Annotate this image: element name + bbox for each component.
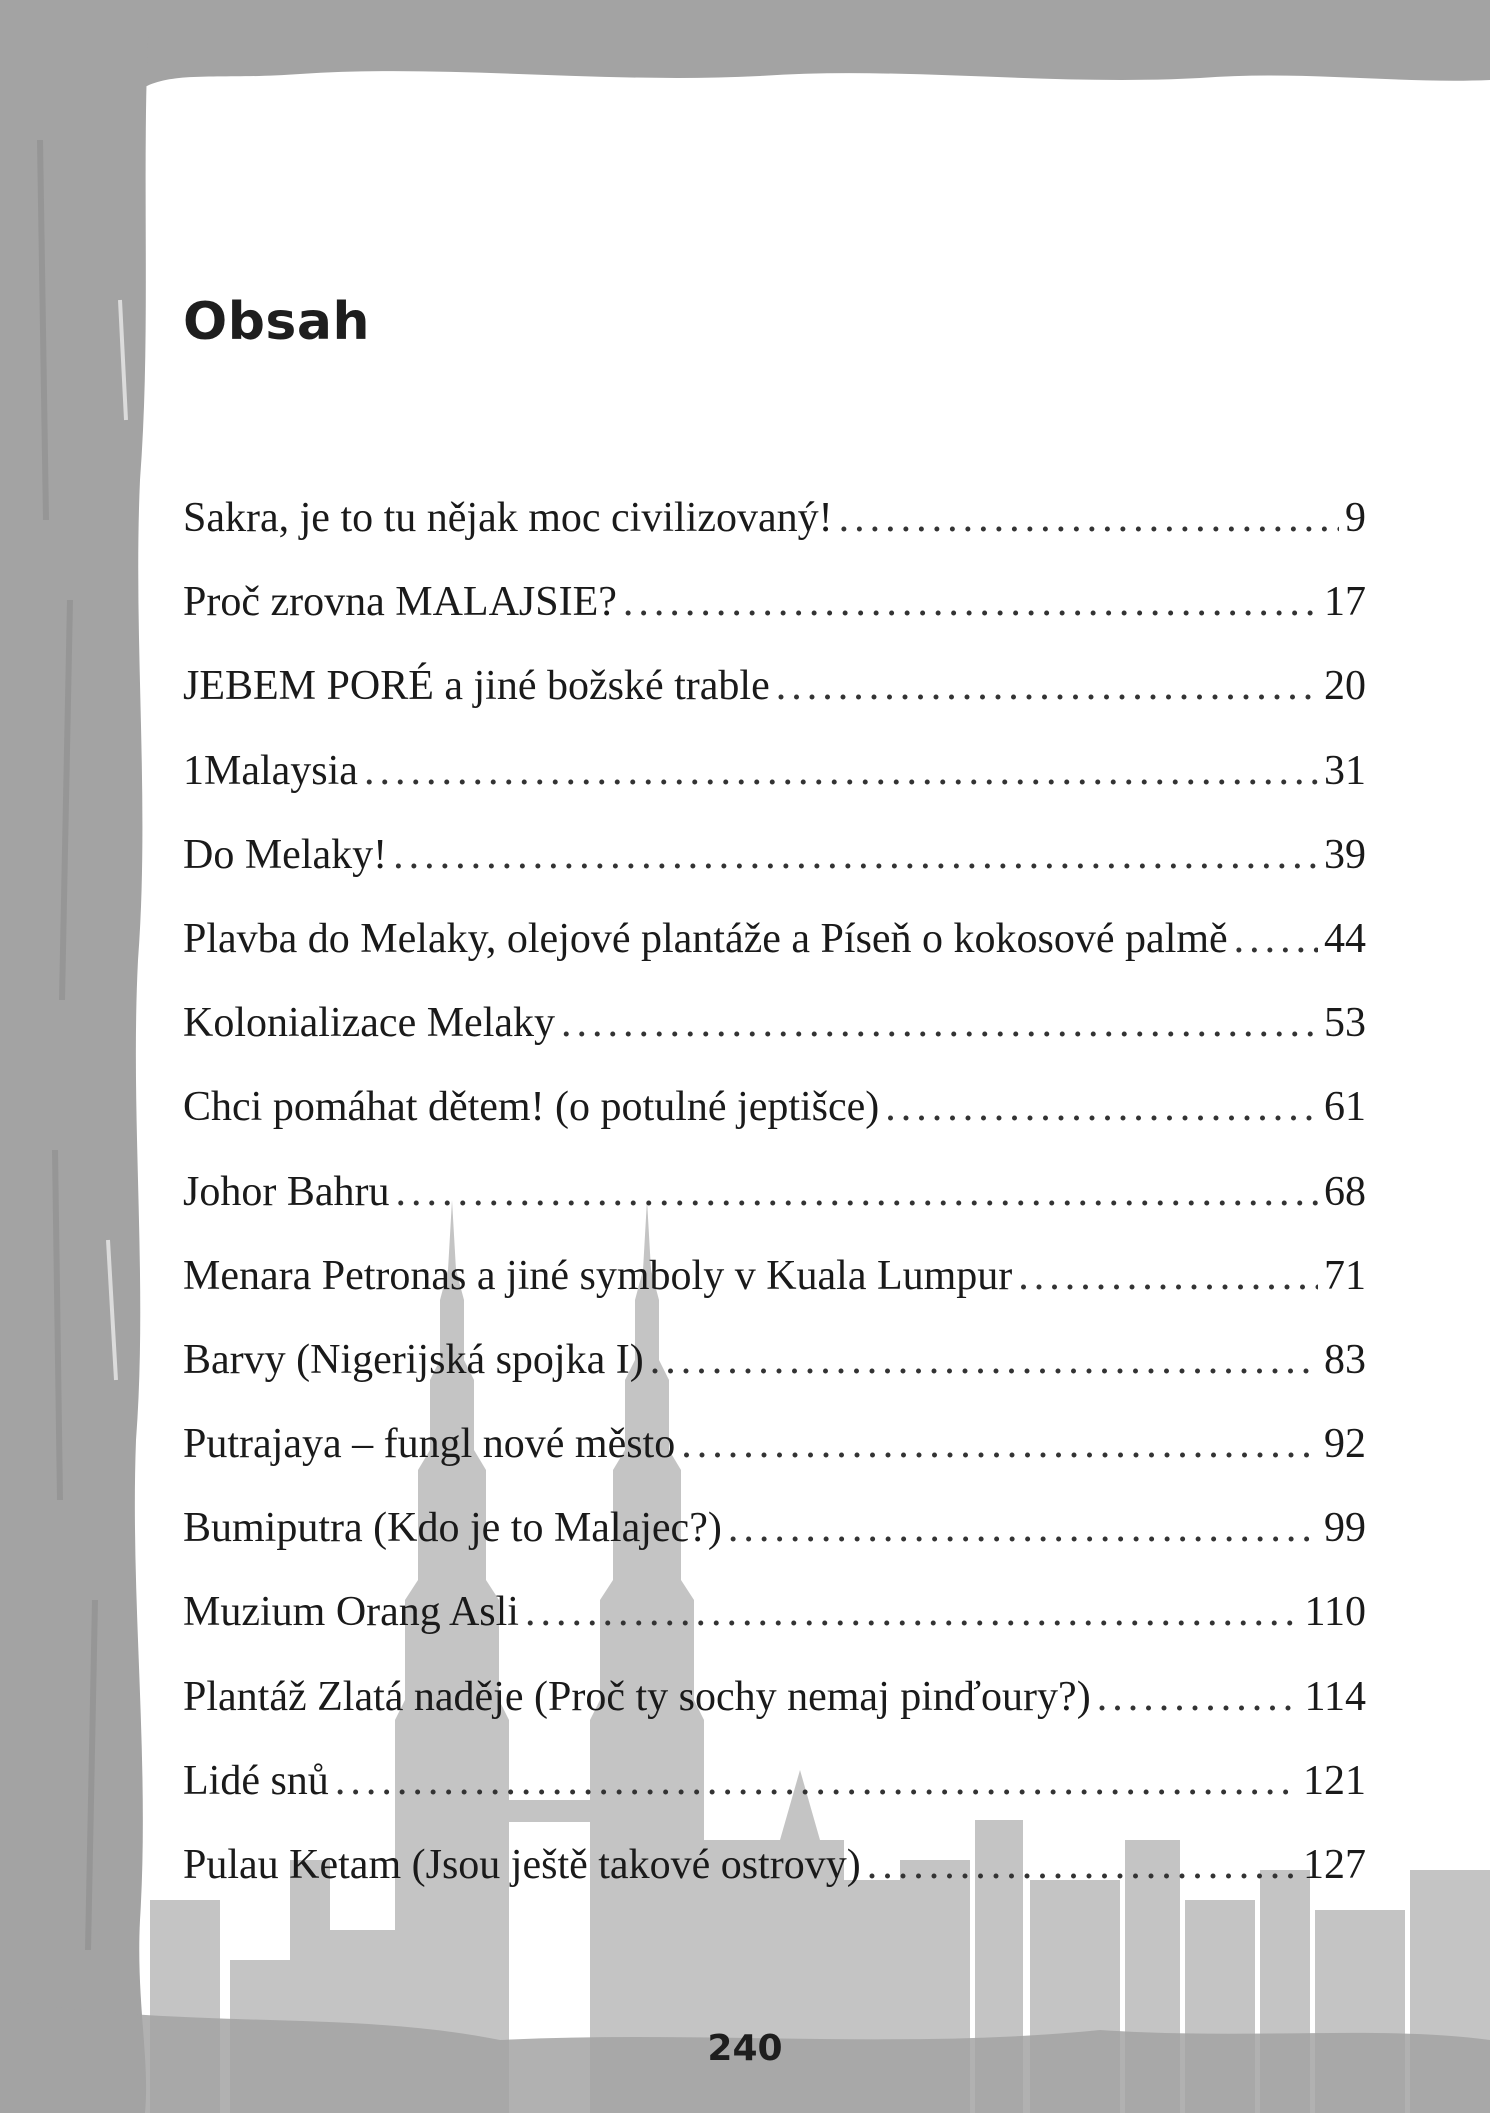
toc-entry-page: 39: [1324, 831, 1366, 878]
toc-entry-title: Putrajaya – fungl nové město: [183, 1421, 676, 1468]
toc-entry[interactable]: [183, 476, 1366, 560]
dot-leader: [525, 1570, 1299, 1654]
toc-entry-title: Proč zrovna MALAJSIE?: [183, 579, 617, 626]
toc-entry[interactable]: [183, 729, 1366, 813]
dot-leader: [885, 1065, 1318, 1149]
toc-entry-page: 68: [1324, 1168, 1366, 1215]
toc-entry[interactable]: [183, 1570, 1366, 1654]
toc-entry-title: Do Melaky!: [183, 831, 388, 878]
dot-leader: [395, 1150, 1318, 1234]
dot-leader: [335, 1739, 1297, 1823]
table-of-contents: [183, 476, 1366, 1907]
toc-entry-title: Muzium Orang Asli: [183, 1589, 519, 1636]
toc-entry[interactable]: [183, 560, 1366, 644]
toc-entry-page: 114: [1304, 1673, 1366, 1720]
toc-entry-title: 1Malaysia: [183, 747, 358, 794]
toc-entry-page: 17: [1324, 579, 1366, 626]
toc-entry[interactable]: [183, 813, 1366, 897]
toc-entry-page: 61: [1324, 1084, 1366, 1131]
toc-entry-title: Plavba do Melaky, olejové plantáže a Píseň o kokosové palmě: [183, 915, 1228, 962]
toc-heading: Obsah: [183, 292, 370, 352]
toc-entry-title: Lidé snů: [183, 1757, 329, 1804]
toc-entry-title: JEBEM PORÉ a jiné božské trable: [183, 663, 770, 710]
toc-entry-page: 127: [1303, 1842, 1366, 1888]
dot-leader: [681, 1402, 1318, 1486]
toc-entry[interactable]: [183, 644, 1366, 728]
left-border: [0, 0, 150, 2113]
dot-leader: [650, 1318, 1318, 1402]
toc-entry-page: 92: [1324, 1421, 1366, 1468]
toc-entry-page: 83: [1324, 1336, 1366, 1383]
toc-entry-title: Bumiputra (Kdo je to Malajec?): [183, 1505, 722, 1552]
dot-leader: [776, 644, 1318, 728]
toc-entry-title: Johor Bahru: [183, 1168, 390, 1215]
dot-leader: [364, 729, 1318, 813]
toc-entry[interactable]: [183, 1655, 1366, 1739]
dot-leader: [1018, 1234, 1318, 1318]
dot-leader: [1097, 1655, 1299, 1739]
toc-entry-page: 110: [1304, 1589, 1366, 1636]
toc-entry[interactable]: [183, 1739, 1366, 1823]
dot-leader: [1234, 897, 1318, 981]
page-number: 240: [707, 2028, 783, 2069]
toc-entry-title: Plantáž Zlatá naděje (Proč ty sochy nemaj pinďoury?): [183, 1673, 1091, 1720]
toc-entry-page: 31: [1324, 747, 1366, 794]
toc-entry[interactable]: [183, 897, 1366, 981]
toc-entry[interactable]: [183, 981, 1366, 1065]
toc-entry-title: Chci pomáhat dětem! (o potulné jeptišce): [183, 1084, 880, 1131]
toc-entry-title: Menara Petronas a jiné symboly v Kuala Lumpur: [183, 1252, 1013, 1299]
toc-entry[interactable]: [183, 1823, 1366, 1907]
dot-leader: [393, 813, 1318, 897]
toc-entry[interactable]: [183, 1065, 1366, 1149]
toc-entry-title: Barvy (Nigerijská spojka I): [183, 1336, 644, 1383]
dot-leader: [867, 1823, 1297, 1907]
toc-entry-page: 53: [1324, 1000, 1366, 1047]
toc-entry-page: 121: [1303, 1757, 1366, 1804]
toc-entry-page: 9: [1345, 495, 1366, 541]
dot-leader: [839, 476, 1339, 560]
toc-entry-page: 71: [1324, 1252, 1366, 1299]
dot-leader: [728, 1486, 1318, 1570]
toc-entry-page: 44: [1324, 915, 1366, 962]
toc-entry[interactable]: [183, 1318, 1366, 1402]
top-border: [0, 0, 1490, 95]
toc-entry-page: 99: [1324, 1505, 1366, 1552]
dot-leader: [561, 981, 1318, 1065]
toc-entry-title: Pulau Ketam (Jsou ještě takové ostrovy): [183, 1842, 861, 1888]
toc-entry-title: Kolonializace Melaky: [183, 1000, 556, 1047]
toc-entry[interactable]: [183, 1234, 1366, 1318]
toc-entry[interactable]: [183, 1402, 1366, 1486]
toc-entry-page: 20: [1324, 663, 1366, 710]
dot-leader: [623, 560, 1318, 644]
toc-entry[interactable]: [183, 1486, 1366, 1570]
toc-entry[interactable]: [183, 1150, 1366, 1234]
toc-entry-title: Sakra, je to tu nějak moc civilizovaný!: [183, 495, 833, 541]
